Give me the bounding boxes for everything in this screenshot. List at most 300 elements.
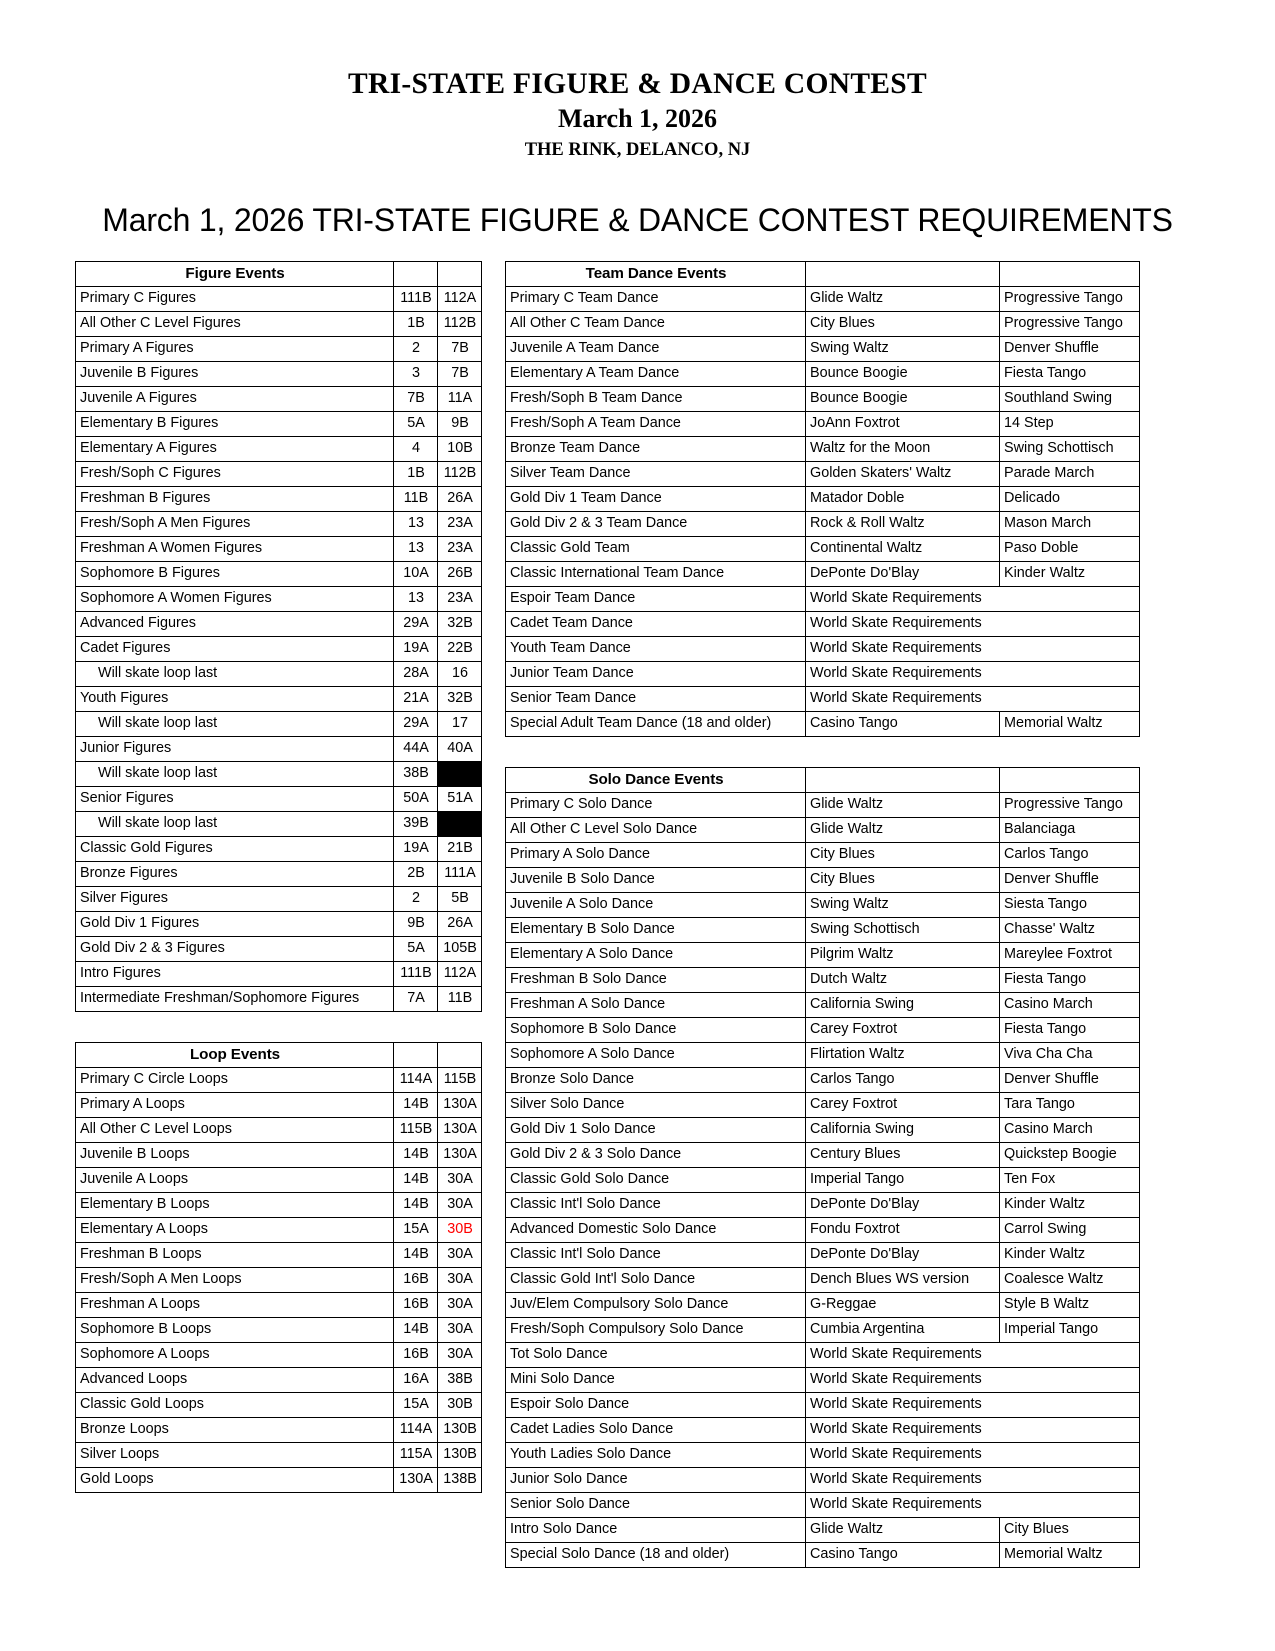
solo-dance-dance-2: Carrol Swing xyxy=(1000,1218,1140,1243)
table-row xyxy=(506,487,1140,512)
table-row xyxy=(506,1143,1140,1168)
loop-code-a: 16B xyxy=(394,1343,438,1368)
solo-dance-event-name: Sophomore A Solo Dance xyxy=(506,1043,806,1068)
team-dance-event-name: Youth Team Dance xyxy=(506,637,806,662)
figure-code-b: 9B xyxy=(438,412,482,437)
figure-code-a: 21A xyxy=(394,687,438,712)
loop-events-header: Loop Events xyxy=(76,1043,394,1068)
team-dance-event-name: Bronze Team Dance xyxy=(506,437,806,462)
solo-dance-dance-1: Carey Foxtrot xyxy=(806,1018,1000,1043)
table-row xyxy=(76,837,482,862)
solo-dance-event-name: Primary A Solo Dance xyxy=(506,843,806,868)
team-dance-dance-2: Delicado xyxy=(1000,487,1140,512)
team-dance-dance-1: World Skate Requirements xyxy=(806,662,1140,687)
figure-code-a: 5A xyxy=(394,937,438,962)
page-title: March 1, 2026 TRI-STATE FIGURE & DANCE CONTEST REQUIREMENTS xyxy=(102,202,1173,239)
table-row xyxy=(76,812,482,837)
figure-event-name: All Other C Level Figures xyxy=(76,312,394,337)
table-row xyxy=(506,1293,1140,1318)
solo-dance-dance-1: Cumbia Argentina xyxy=(806,1318,1000,1343)
solo-dance-event-name: Elementary B Solo Dance xyxy=(506,918,806,943)
contest-title: TRI-STATE FIGURE & DANCE CONTEST xyxy=(348,68,927,100)
table-row xyxy=(76,887,482,912)
table-row xyxy=(76,637,482,662)
solo-dance-dance-1: World Skate Requirements xyxy=(806,1493,1140,1518)
team-dance-dance-1: Casino Tango xyxy=(806,712,1000,737)
team-dance-event-name: Primary C Team Dance xyxy=(506,287,806,312)
solo-dance-dance-2: Carlos Tango xyxy=(1000,843,1140,868)
table-row xyxy=(506,1118,1140,1143)
document-header xyxy=(0,0,1275,162)
figure-code-a: 29A xyxy=(394,612,438,637)
loop-code-a: 14B xyxy=(394,1243,438,1268)
loop-code-b: 30A xyxy=(438,1268,482,1293)
figure-event-name: Gold Div 1 Figures xyxy=(76,912,394,937)
figure-code-a: 2 xyxy=(394,887,438,912)
team-dance-dance-1: World Skate Requirements xyxy=(806,687,1140,712)
table-row xyxy=(506,1468,1140,1493)
solo-dance-event-name: Fresh/Soph Compulsory Solo Dance xyxy=(506,1318,806,1343)
figure-event-name: Will skate loop last xyxy=(76,662,394,687)
table-row xyxy=(76,1068,482,1093)
table-row xyxy=(76,1368,482,1393)
loop-event-name: Silver Loops xyxy=(76,1443,394,1468)
team-dance-event-name: Gold Div 1 Team Dance xyxy=(506,487,806,512)
loop-code-a: 115B xyxy=(394,1118,438,1143)
team-dance-event-name: Espoir Team Dance xyxy=(506,587,806,612)
table-row xyxy=(506,1068,1140,1093)
solo-dance-dance-2: Quickstep Boogie xyxy=(1000,1143,1140,1168)
loop-event-name: Sophomore B Loops xyxy=(76,1318,394,1343)
figure-code-b: 32B xyxy=(438,687,482,712)
figure-col-b-header xyxy=(438,262,482,287)
solo-dance-dance-2: Casino March xyxy=(1000,1118,1140,1143)
solo-dance-event-name: Senior Solo Dance xyxy=(506,1493,806,1518)
loop-code-b: 30A xyxy=(438,1193,482,1218)
table-row xyxy=(76,612,482,637)
loop-code-b: 38B xyxy=(438,1368,482,1393)
loop-code-a: 114A xyxy=(394,1068,438,1093)
figure-event-name: Freshman B Figures xyxy=(76,487,394,512)
table-row xyxy=(506,1193,1140,1218)
team-dance-event-name: All Other C Team Dance xyxy=(506,312,806,337)
team-dance-dance-2: Progressive Tango xyxy=(1000,287,1140,312)
figure-code-b: 5B xyxy=(438,887,482,912)
team-dance-dance-1: Glide Waltz xyxy=(806,287,1000,312)
table-row xyxy=(506,1318,1140,1343)
contest-date: March 1, 2026 xyxy=(557,104,718,134)
table-row xyxy=(76,562,482,587)
table-row xyxy=(506,337,1140,362)
table-row xyxy=(76,1343,482,1368)
figure-code-a: 1B xyxy=(394,462,438,487)
table-row xyxy=(506,637,1140,662)
solo-dance-event-name: Youth Ladies Solo Dance xyxy=(506,1443,806,1468)
table-row xyxy=(506,1543,1140,1568)
team-dance-dance-1: Rock & Roll Waltz xyxy=(806,512,1000,537)
solo-dance-dance-2: Fiesta Tango xyxy=(1000,968,1140,993)
solo-dance-dance-1: Fondu Foxtrot xyxy=(806,1218,1000,1243)
figure-event-name: Elementary A Figures xyxy=(76,437,394,462)
table-row xyxy=(76,1193,482,1218)
table-row xyxy=(76,1143,482,1168)
loop-event-name: Classic Gold Loops xyxy=(76,1393,394,1418)
figure-code-b: 105B xyxy=(438,937,482,962)
team-dance-dance-1: JoAnn Foxtrot xyxy=(806,412,1000,437)
solo-dance-event-name: Classic Gold Int'l Solo Dance xyxy=(506,1268,806,1293)
loop-code-b: 30A xyxy=(438,1243,482,1268)
figure-code-b: 23A xyxy=(438,587,482,612)
solo-dance-dance-1: DePonte Do'Blay xyxy=(806,1243,1000,1268)
figure-code-a: 10A xyxy=(394,562,438,587)
loop-code-b: 130A xyxy=(438,1093,482,1118)
figure-code-b: 26A xyxy=(438,912,482,937)
figure-code-b: 26A xyxy=(438,487,482,512)
figure-event-name: Advanced Figures xyxy=(76,612,394,637)
table-row xyxy=(506,362,1140,387)
table-row xyxy=(506,943,1140,968)
figure-code-a: 2B xyxy=(394,862,438,887)
solo-dance-event-name: Gold Div 1 Solo Dance xyxy=(506,1118,806,1143)
solo-dance-dance-1: Pilgrim Waltz xyxy=(806,943,1000,968)
table-row xyxy=(506,843,1140,868)
solo-dance-dance-1: City Blues xyxy=(806,868,1000,893)
figure-event-name: Sophomore B Figures xyxy=(76,562,394,587)
figure-events-header: Figure Events xyxy=(76,262,394,287)
figure-code-a: 5A xyxy=(394,412,438,437)
table-row xyxy=(506,562,1140,587)
right-column xyxy=(505,261,1139,1568)
loop-code-b: 130B xyxy=(438,1418,482,1443)
table-gap xyxy=(505,737,1139,767)
table-row xyxy=(76,362,482,387)
solo-dance-event-name: Intro Solo Dance xyxy=(506,1518,806,1543)
loop-code-b: 30A xyxy=(438,1343,482,1368)
figure-code-a: 111B xyxy=(394,962,438,987)
figure-code-a: 3 xyxy=(394,362,438,387)
figure-code-a: 38B xyxy=(394,762,438,787)
solo-dance-event-name: Sophomore B Solo Dance xyxy=(506,1018,806,1043)
figure-event-name: Fresh/Soph A Men Figures xyxy=(76,512,394,537)
team-dance-dance-2: Fiesta Tango xyxy=(1000,362,1140,387)
table-row xyxy=(76,1243,482,1268)
solo-dance-event-name: Cadet Ladies Solo Dance xyxy=(506,1418,806,1443)
figure-code-b: 112A xyxy=(438,287,482,312)
loop-code-b: 115B xyxy=(438,1068,482,1093)
table-row xyxy=(76,1293,482,1318)
team-dance-dance-2: Southland Swing xyxy=(1000,387,1140,412)
table-row xyxy=(76,737,482,762)
table-row xyxy=(506,712,1140,737)
table-row xyxy=(506,1493,1140,1518)
table-row xyxy=(76,487,482,512)
figure-code-b-blacked-out xyxy=(438,762,482,787)
table-row xyxy=(506,662,1140,687)
table-row xyxy=(506,1418,1140,1443)
figure-event-name: Bronze Figures xyxy=(76,862,394,887)
figure-events-table xyxy=(75,261,482,1012)
loop-event-name: Freshman A Loops xyxy=(76,1293,394,1318)
loop-code-b: 30A xyxy=(438,1293,482,1318)
table-row xyxy=(506,1043,1140,1068)
loop-code-a: 15A xyxy=(394,1393,438,1418)
table-row xyxy=(76,1268,482,1293)
solo-dance-dance-2: Style B Waltz xyxy=(1000,1293,1140,1318)
solo-dance-dance-1: Casino Tango xyxy=(806,1543,1000,1568)
figure-event-name: Senior Figures xyxy=(76,787,394,812)
team-dance-dance-1: Bounce Boogie xyxy=(806,387,1000,412)
table-row xyxy=(76,987,482,1012)
solo-dance-event-name: Elementary A Solo Dance xyxy=(506,943,806,968)
table-row xyxy=(76,1468,482,1493)
figure-code-b: 11B xyxy=(438,987,482,1012)
table-row xyxy=(76,412,482,437)
loop-code-a: 16B xyxy=(394,1268,438,1293)
loop-code-a: 16A xyxy=(394,1368,438,1393)
table-row xyxy=(506,818,1140,843)
team-dance-event-name: Special Adult Team Dance (18 and older) xyxy=(506,712,806,737)
team-dance-event-name: Fresh/Soph B Team Dance xyxy=(506,387,806,412)
table-row xyxy=(76,512,482,537)
solo-dance-dance-2: City Blues xyxy=(1000,1518,1140,1543)
loop-code-a: 14B xyxy=(394,1193,438,1218)
figure-code-a: 29A xyxy=(394,712,438,737)
figure-code-b: 32B xyxy=(438,612,482,637)
table-row xyxy=(506,1393,1140,1418)
loop-code-b: 30B xyxy=(438,1218,482,1243)
table-row xyxy=(506,918,1140,943)
table-row xyxy=(506,1018,1140,1043)
figure-code-a: 7B xyxy=(394,387,438,412)
team-dance-event-name: Gold Div 2 & 3 Team Dance xyxy=(506,512,806,537)
figure-code-b: 7B xyxy=(438,362,482,387)
table-row xyxy=(506,587,1140,612)
solo-dance-event-name: Silver Solo Dance xyxy=(506,1093,806,1118)
team-dance-dance-1: World Skate Requirements xyxy=(806,612,1140,637)
loop-code-b: 30A xyxy=(438,1168,482,1193)
loop-code-b: 138B xyxy=(438,1468,482,1493)
figure-event-name: Youth Figures xyxy=(76,687,394,712)
table-row xyxy=(506,512,1140,537)
team-dance-event-name: Classic International Team Dance xyxy=(506,562,806,587)
figure-code-b-blacked-out xyxy=(438,812,482,837)
table-row xyxy=(506,537,1140,562)
figure-code-a: 13 xyxy=(394,512,438,537)
solo-dance-dance-1: DePonte Do'Blay xyxy=(806,1193,1000,1218)
solo-dance-dance-2: Balanciaga xyxy=(1000,818,1140,843)
figure-code-a: 28A xyxy=(394,662,438,687)
team-dance-dance-2: Memorial Waltz xyxy=(1000,712,1140,737)
team-dance-col1-header xyxy=(806,262,1000,287)
solo-dance-dance-2: Kinder Waltz xyxy=(1000,1193,1140,1218)
figure-event-name: Primary A Figures xyxy=(76,337,394,362)
loop-code-b: 130A xyxy=(438,1143,482,1168)
solo-dance-event-name: Classic Gold Solo Dance xyxy=(506,1168,806,1193)
solo-dance-event-name: Juv/Elem Compulsory Solo Dance xyxy=(506,1293,806,1318)
solo-dance-dance-2: Mareylee Foxtrot xyxy=(1000,943,1140,968)
figure-code-a: 19A xyxy=(394,637,438,662)
solo-dance-events-table xyxy=(505,767,1140,1568)
loop-code-a: 14B xyxy=(394,1318,438,1343)
figure-code-b: 17 xyxy=(438,712,482,737)
solo-dance-col2-header xyxy=(1000,768,1140,793)
table-row xyxy=(506,612,1140,637)
table-row xyxy=(76,937,482,962)
figure-event-name: Classic Gold Figures xyxy=(76,837,394,862)
team-dance-dance-2: 14 Step xyxy=(1000,412,1140,437)
loop-col-b-header xyxy=(438,1043,482,1068)
figure-event-name: Cadet Figures xyxy=(76,637,394,662)
loop-event-name: Freshman B Loops xyxy=(76,1243,394,1268)
figure-code-a: 13 xyxy=(394,587,438,612)
figure-code-b: 112A xyxy=(438,962,482,987)
figure-code-a: 39B xyxy=(394,812,438,837)
loop-col-a-header xyxy=(394,1043,438,1068)
loop-event-name: Primary C Circle Loops xyxy=(76,1068,394,1093)
team-dance-event-name: Juvenile A Team Dance xyxy=(506,337,806,362)
table-row xyxy=(76,1218,482,1243)
figure-event-name: Juvenile A Figures xyxy=(76,387,394,412)
table-row xyxy=(76,287,482,312)
table-row xyxy=(76,587,482,612)
table-row xyxy=(76,687,482,712)
solo-dance-dance-1: Glide Waltz xyxy=(806,1518,1000,1543)
figure-code-b: 111A xyxy=(438,862,482,887)
solo-dance-dance-1: World Skate Requirements xyxy=(806,1368,1140,1393)
figure-event-name: Gold Div 2 & 3 Figures xyxy=(76,937,394,962)
figure-code-b: 21B xyxy=(438,837,482,862)
table-row xyxy=(76,1418,482,1443)
table-row xyxy=(506,462,1140,487)
solo-dance-dance-2: Chasse' Waltz xyxy=(1000,918,1140,943)
solo-dance-event-name: Bronze Solo Dance xyxy=(506,1068,806,1093)
table-row xyxy=(506,1343,1140,1368)
figure-code-a: 7A xyxy=(394,987,438,1012)
solo-dance-dance-1: Glide Waltz xyxy=(806,793,1000,818)
loop-event-name: Bronze Loops xyxy=(76,1418,394,1443)
loop-code-a: 14B xyxy=(394,1168,438,1193)
team-dance-dance-1: DePonte Do'Blay xyxy=(806,562,1000,587)
table-row xyxy=(506,1243,1140,1268)
table-row xyxy=(506,387,1140,412)
figure-code-a: 2 xyxy=(394,337,438,362)
figure-code-a: 9B xyxy=(394,912,438,937)
loop-code-b: 130A xyxy=(438,1118,482,1143)
table-header-row xyxy=(506,768,1140,793)
loop-events-table xyxy=(75,1042,482,1493)
table-row xyxy=(506,893,1140,918)
loop-code-a: 16B xyxy=(394,1293,438,1318)
table-row xyxy=(506,1168,1140,1193)
solo-dance-event-name: Mini Solo Dance xyxy=(506,1368,806,1393)
solo-dance-dance-1: World Skate Requirements xyxy=(806,1343,1140,1368)
table-row xyxy=(76,337,482,362)
contest-venue: THE RINK, DELANCO, NJ xyxy=(524,140,751,161)
figure-code-b: 10B xyxy=(438,437,482,462)
team-dance-dance-2: Progressive Tango xyxy=(1000,312,1140,337)
loop-code-a: 14B xyxy=(394,1093,438,1118)
figure-col-a-header xyxy=(394,262,438,287)
team-dance-dance-1: Golden Skaters' Waltz xyxy=(806,462,1000,487)
figure-event-name: Freshman A Women Figures xyxy=(76,537,394,562)
team-dance-event-name: Elementary A Team Dance xyxy=(506,362,806,387)
table-row xyxy=(76,712,482,737)
table-row xyxy=(76,462,482,487)
figure-code-a: 19A xyxy=(394,837,438,862)
loop-event-name: Juvenile A Loops xyxy=(76,1168,394,1193)
team-dance-dance-1: Matador Doble xyxy=(806,487,1000,512)
solo-dance-dance-1: World Skate Requirements xyxy=(806,1468,1140,1493)
table-row xyxy=(76,1393,482,1418)
table-row xyxy=(506,1443,1140,1468)
solo-dance-event-name: Espoir Solo Dance xyxy=(506,1393,806,1418)
figure-code-a: 44A xyxy=(394,737,438,762)
table-row xyxy=(76,437,482,462)
loop-code-b: 30B xyxy=(438,1393,482,1418)
solo-dance-event-name: Freshman B Solo Dance xyxy=(506,968,806,993)
figure-code-b: 23A xyxy=(438,537,482,562)
team-dance-dance-2: Denver Shuffle xyxy=(1000,337,1140,362)
table-row xyxy=(76,762,482,787)
loop-event-name: All Other C Level Loops xyxy=(76,1118,394,1143)
solo-dance-dance-1: World Skate Requirements xyxy=(806,1393,1140,1418)
solo-dance-events-header: Solo Dance Events xyxy=(506,768,806,793)
figure-code-a: 111B xyxy=(394,287,438,312)
figure-event-name: Junior Figures xyxy=(76,737,394,762)
table-row xyxy=(506,687,1140,712)
solo-dance-dance-1: Flirtation Waltz xyxy=(806,1043,1000,1068)
table-row xyxy=(506,793,1140,818)
figure-code-b: 26B xyxy=(438,562,482,587)
loop-code-a: 15A xyxy=(394,1218,438,1243)
table-row xyxy=(506,1093,1140,1118)
solo-dance-dance-1: World Skate Requirements xyxy=(806,1443,1140,1468)
figure-code-b: 7B xyxy=(438,337,482,362)
team-dance-event-name: Junior Team Dance xyxy=(506,662,806,687)
team-dance-dance-2: Swing Schottisch xyxy=(1000,437,1140,462)
loop-code-b: 130B xyxy=(438,1443,482,1468)
figure-event-name: Fresh/Soph C Figures xyxy=(76,462,394,487)
loop-code-a: 130A xyxy=(394,1468,438,1493)
solo-dance-dance-2: Casino March xyxy=(1000,993,1140,1018)
loop-code-a: 115A xyxy=(394,1443,438,1468)
figure-event-name: Sophomore A Women Figures xyxy=(76,587,394,612)
table-row xyxy=(506,1268,1140,1293)
team-dance-event-name: Senior Team Dance xyxy=(506,687,806,712)
team-dance-dance-1: World Skate Requirements xyxy=(806,637,1140,662)
solo-dance-dance-1: G-Reggae xyxy=(806,1293,1000,1318)
solo-dance-dance-1: Century Blues xyxy=(806,1143,1000,1168)
solo-dance-event-name: Primary C Solo Dance xyxy=(506,793,806,818)
team-dance-events-table xyxy=(505,261,1140,737)
team-dance-dance-2: Mason March xyxy=(1000,512,1140,537)
solo-dance-dance-1: Swing Waltz xyxy=(806,893,1000,918)
solo-dance-dance-1: California Swing xyxy=(806,993,1000,1018)
figure-code-a: 11B xyxy=(394,487,438,512)
solo-dance-dance-1: California Swing xyxy=(806,1118,1000,1143)
solo-dance-event-name: Advanced Domestic Solo Dance xyxy=(506,1218,806,1243)
table-header-row xyxy=(506,262,1140,287)
team-dance-dance-1: Waltz for the Moon xyxy=(806,437,1000,462)
figure-code-b: 22B xyxy=(438,637,482,662)
loop-code-a: 114A xyxy=(394,1418,438,1443)
solo-dance-dance-1: Swing Schottisch xyxy=(806,918,1000,943)
solo-dance-dance-2: Ten Fox xyxy=(1000,1168,1140,1193)
table-row xyxy=(76,662,482,687)
loop-event-name: Advanced Loops xyxy=(76,1368,394,1393)
team-dance-dance-2: Paso Doble xyxy=(1000,537,1140,562)
solo-dance-event-name: Freshman A Solo Dance xyxy=(506,993,806,1018)
